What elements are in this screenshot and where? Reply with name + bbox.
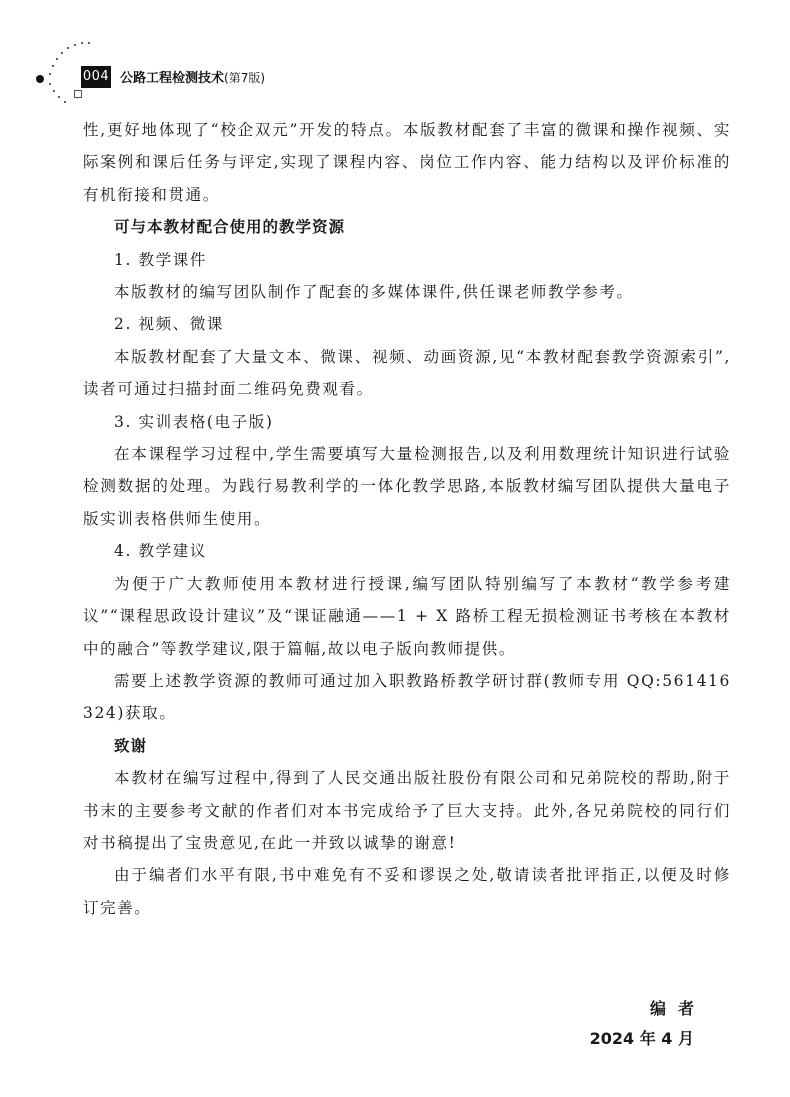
section-heading: 致谢 bbox=[114, 736, 148, 755]
signature-date: 2024 年 4 月 bbox=[589, 1029, 694, 1048]
body-text bbox=[83, 114, 731, 924]
paragraph: 4. 教学建议 bbox=[114, 542, 207, 561]
book-edition: (第7版) bbox=[224, 71, 266, 85]
paragraph: 需要上述教学资源的教师可通过加入职教路桥教学研讨群(教师专用 QQ:561416324)获取。 bbox=[83, 671, 731, 723]
paragraph: 性,更好地体现了“校企双元”开发的特点。本版教材配套了丰富的微课和操作视频、实际案例和课后任务与评定,实现了课程内容、岗位工作内容、能力结构以及评价标准的有机衔接和贯通。 bbox=[83, 121, 731, 204]
book-title: 公路工程检测技术 bbox=[120, 71, 225, 86]
decorative-dot-arc bbox=[0, 0, 120, 110]
paragraph: 本版教材配套了大量文本、微课、视频、动画资源,见“本教材配套教学资源索引”,读者可通过扫描封面二维码免费观看。 bbox=[83, 347, 731, 399]
signature bbox=[589, 994, 706, 1054]
paragraph: 本版教材的编写团队制作了配套的多媒体课件,供任课老师教学参考。 bbox=[114, 283, 634, 302]
page-header bbox=[0, 0, 790, 110]
section-heading: 可与本教材配合使用的教学资源 bbox=[114, 218, 346, 237]
signature-author: 编者 bbox=[649, 999, 706, 1018]
paragraph: 1. 教学课件 bbox=[114, 250, 207, 269]
paragraph: 2. 视频、微课 bbox=[114, 315, 225, 334]
page-number: 004 bbox=[81, 66, 111, 88]
paragraph: 由于编者们水平有限,书中难免有不妥和谬误之处,敬请读者批评指正,以便及时修订完善。 bbox=[83, 866, 731, 917]
square-marker-icon bbox=[74, 90, 82, 98]
paragraph: 在本课程学习过程中,学生需要填写大量检测报告,以及利用数理统计知识进行试验检测数据的处理。为践行易教利学的一体化教学思路,本版教材编写团队提供大量电子版实训表格供师生使用。 bbox=[83, 445, 731, 528]
paragraph: 3. 实训表格(电子版) bbox=[114, 412, 274, 431]
paragraph: 本教材在编写过程中,得到了人民交通出版社股份有限公司和兄弟院校的帮助,附于书末的主要参考文献的作者们对本书完成给予了巨大支持。此外,各兄弟院校的同行们对书稿提出了宝贵意见,在此一并致以诚挚的谢意! bbox=[83, 769, 731, 852]
paragraph: 为便于广大教师使用本教材进行授课,编写团队特别编写了本教材“教学参考建议”“课程思政设计建议”及“课证融通——1 + X 路桥工程无损检测证书考核在本教材中的融合”等教学建议,限于篇幅,故以电子版向教师提供。 bbox=[83, 574, 731, 658]
running-title bbox=[120, 67, 265, 86]
